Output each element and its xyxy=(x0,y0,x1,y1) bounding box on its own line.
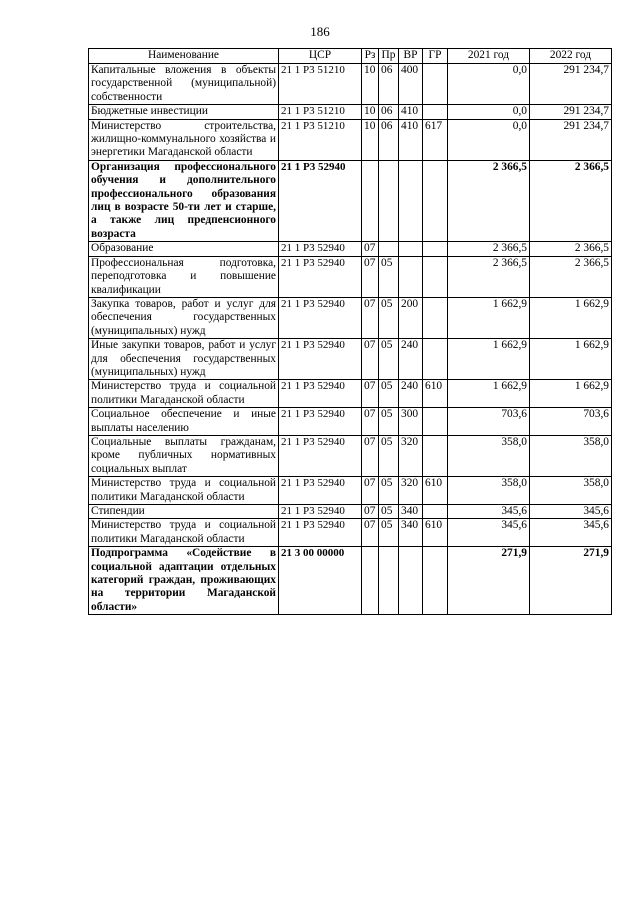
row-2021: 0,0 xyxy=(448,64,530,105)
row-2021: 703,6 xyxy=(448,408,530,436)
row-pr: 05 xyxy=(379,380,399,408)
table-row xyxy=(89,505,612,519)
row-2022: 703,6 xyxy=(530,408,612,436)
row-rz: 07 xyxy=(362,505,379,519)
row-csr: 21 1 Р3 52940 xyxy=(279,477,362,505)
row-gr: 610 xyxy=(423,519,448,547)
row-pr: 05 xyxy=(379,297,399,338)
row-2022: 2 366,5 xyxy=(530,256,612,297)
row-2022: 358,0 xyxy=(530,477,612,505)
row-vr: 240 xyxy=(399,339,423,380)
row-2021: 2 366,5 xyxy=(448,256,530,297)
row-vr: 400 xyxy=(399,64,423,105)
row-rz: 07 xyxy=(362,297,379,338)
row-csr: 21 1 Р3 52940 xyxy=(279,408,362,436)
budget-table xyxy=(88,48,612,615)
row-vr: 320 xyxy=(399,477,423,505)
header-pr: Пр xyxy=(379,49,399,64)
row-pr: 05 xyxy=(379,339,399,380)
table-row xyxy=(89,408,612,436)
row-pr: 05 xyxy=(379,477,399,505)
row-2022: 2 366,5 xyxy=(530,160,612,241)
header-vr: ВР xyxy=(399,49,423,64)
row-name: Министерство труда и социальной политики Магаданской области xyxy=(89,380,279,408)
header-gr: ГР xyxy=(423,49,448,64)
row-rz: 07 xyxy=(362,256,379,297)
row-csr: 21 1 Р3 52940 xyxy=(279,242,362,256)
row-name: Капитальные вложения в объекты государственной (муниципальной) собственности xyxy=(89,64,279,105)
row-rz: 07 xyxy=(362,477,379,505)
row-rz: 10 xyxy=(362,105,379,119)
row-2022: 1 662,9 xyxy=(530,339,612,380)
row-name: Стипендии xyxy=(89,505,279,519)
row-pr xyxy=(379,547,399,615)
table-row xyxy=(89,339,612,380)
row-vr: 300 xyxy=(399,408,423,436)
table-row xyxy=(89,64,612,105)
row-rz: 07 xyxy=(362,380,379,408)
row-gr xyxy=(423,547,448,615)
row-2021: 2 366,5 xyxy=(448,242,530,256)
row-gr xyxy=(423,435,448,476)
row-pr: 06 xyxy=(379,64,399,105)
row-csr: 21 1 Р3 52940 xyxy=(279,519,362,547)
row-name: Социальные выплаты гражданам, кроме публичных нормативных социальных выплат xyxy=(89,435,279,476)
row-rz: 07 xyxy=(362,435,379,476)
table-row-group xyxy=(89,160,612,241)
header-csr: ЦСР xyxy=(279,49,362,64)
row-2022: 345,6 xyxy=(530,505,612,519)
row-rz xyxy=(362,547,379,615)
row-2021: 2 366,5 xyxy=(448,160,530,241)
row-2021: 345,6 xyxy=(448,505,530,519)
row-rz: 07 xyxy=(362,519,379,547)
row-vr: 340 xyxy=(399,505,423,519)
table-row xyxy=(89,519,612,547)
row-2021: 358,0 xyxy=(448,435,530,476)
row-2022: 358,0 xyxy=(530,435,612,476)
row-name: Закупка товаров, работ и услуг для обеспечения государственных (муниципальных) нужд xyxy=(89,297,279,338)
row-name: Иные закупки товаров, работ и услуг для обеспечения государственных (муниципальных) нужд xyxy=(89,339,279,380)
row-name: Министерство труда и социальной политики Магаданской области xyxy=(89,519,279,547)
row-2022: 1 662,9 xyxy=(530,380,612,408)
row-pr xyxy=(379,160,399,241)
row-2021: 358,0 xyxy=(448,477,530,505)
row-vr: 200 xyxy=(399,297,423,338)
header-rz: Рз xyxy=(362,49,379,64)
row-csr: 21 1 Р3 52940 xyxy=(279,339,362,380)
row-vr: 410 xyxy=(399,119,423,160)
table-row xyxy=(89,297,612,338)
table-row xyxy=(89,477,612,505)
row-csr: 21 3 00 00000 xyxy=(279,547,362,615)
row-pr: 05 xyxy=(379,256,399,297)
row-rz: 07 xyxy=(362,408,379,436)
row-gr xyxy=(423,339,448,380)
row-gr xyxy=(423,256,448,297)
row-vr: 320 xyxy=(399,435,423,476)
row-pr: 05 xyxy=(379,435,399,476)
row-csr: 21 1 Р3 52940 xyxy=(279,505,362,519)
table-row xyxy=(89,380,612,408)
row-vr: 410 xyxy=(399,105,423,119)
row-pr: 05 xyxy=(379,408,399,436)
row-2022: 2 366,5 xyxy=(530,242,612,256)
row-gr xyxy=(423,297,448,338)
row-name: Подпрограмма «Содействие в социальной адаптации отдельных категорий граждан, проживающих на территории Магаданской области» xyxy=(89,547,279,615)
row-rz: 10 xyxy=(362,64,379,105)
row-pr: 05 xyxy=(379,505,399,519)
row-2022: 271,9 xyxy=(530,547,612,615)
row-rz xyxy=(362,160,379,241)
row-pr: 06 xyxy=(379,119,399,160)
row-gr xyxy=(423,242,448,256)
row-gr: 610 xyxy=(423,380,448,408)
row-rz: 07 xyxy=(362,242,379,256)
table-row xyxy=(89,242,612,256)
row-pr: 06 xyxy=(379,105,399,119)
page-number: 186 xyxy=(310,24,330,39)
row-2021: 0,0 xyxy=(448,119,530,160)
row-csr: 21 1 Р3 51210 xyxy=(279,105,362,119)
row-name: Бюджетные инвестиции xyxy=(89,105,279,119)
row-gr: 610 xyxy=(423,477,448,505)
row-2021: 1 662,9 xyxy=(448,297,530,338)
row-name: Организация профессионального обучения и дополнительного профессионального образования лиц в возрасте 50-ти лет и старше, а также лиц предпенсионного возраста xyxy=(89,160,279,241)
row-gr xyxy=(423,64,448,105)
row-name: Профессиональная подготовка, переподготовка и повышение квалификации xyxy=(89,256,279,297)
table-row xyxy=(89,435,612,476)
row-2021: 271,9 xyxy=(448,547,530,615)
row-2021: 1 662,9 xyxy=(448,380,530,408)
row-2021: 0,0 xyxy=(448,105,530,119)
row-vr xyxy=(399,256,423,297)
row-2022: 291 234,7 xyxy=(530,119,612,160)
table-row xyxy=(89,119,612,160)
row-name: Министерство труда и социальной политики Магаданской области xyxy=(89,477,279,505)
row-vr: 340 xyxy=(399,519,423,547)
row-gr xyxy=(423,105,448,119)
row-name: Министерство строительства, жилищно-коммунального хозяйства и энергетики Магаданской области xyxy=(89,119,279,160)
row-csr: 21 1 Р3 52940 xyxy=(279,435,362,476)
row-csr: 21 1 Р3 52940 xyxy=(279,380,362,408)
row-csr: 21 1 Р3 52940 xyxy=(279,256,362,297)
row-name: Социальное обеспечение и иные выплаты населению xyxy=(89,408,279,436)
header-name: Наименование xyxy=(89,49,279,64)
row-gr xyxy=(423,505,448,519)
row-rz: 10 xyxy=(362,119,379,160)
header-2021: 2021 год xyxy=(448,49,530,64)
header-2022: 2022 год xyxy=(530,49,612,64)
row-2022: 291 234,7 xyxy=(530,105,612,119)
table-header-row xyxy=(89,49,612,64)
row-pr: 05 xyxy=(379,519,399,547)
row-rz: 07 xyxy=(362,339,379,380)
row-csr: 21 1 Р3 51210 xyxy=(279,64,362,105)
row-vr xyxy=(399,242,423,256)
row-2021: 1 662,9 xyxy=(448,339,530,380)
row-pr xyxy=(379,242,399,256)
row-name: Образование xyxy=(89,242,279,256)
row-vr xyxy=(399,160,423,241)
row-vr xyxy=(399,547,423,615)
row-2022: 345,6 xyxy=(530,519,612,547)
row-gr xyxy=(423,160,448,241)
row-gr: 617 xyxy=(423,119,448,160)
table-row-group xyxy=(89,547,612,615)
row-2022: 291 234,7 xyxy=(530,64,612,105)
row-csr: 21 1 Р3 51210 xyxy=(279,119,362,160)
row-2021: 345,6 xyxy=(448,519,530,547)
row-csr: 21 1 Р3 52940 xyxy=(279,160,362,241)
row-csr: 21 1 Р3 52940 xyxy=(279,297,362,338)
table-row xyxy=(89,105,612,119)
row-gr xyxy=(423,408,448,436)
row-vr: 240 xyxy=(399,380,423,408)
table-row xyxy=(89,256,612,297)
row-2022: 1 662,9 xyxy=(530,297,612,338)
